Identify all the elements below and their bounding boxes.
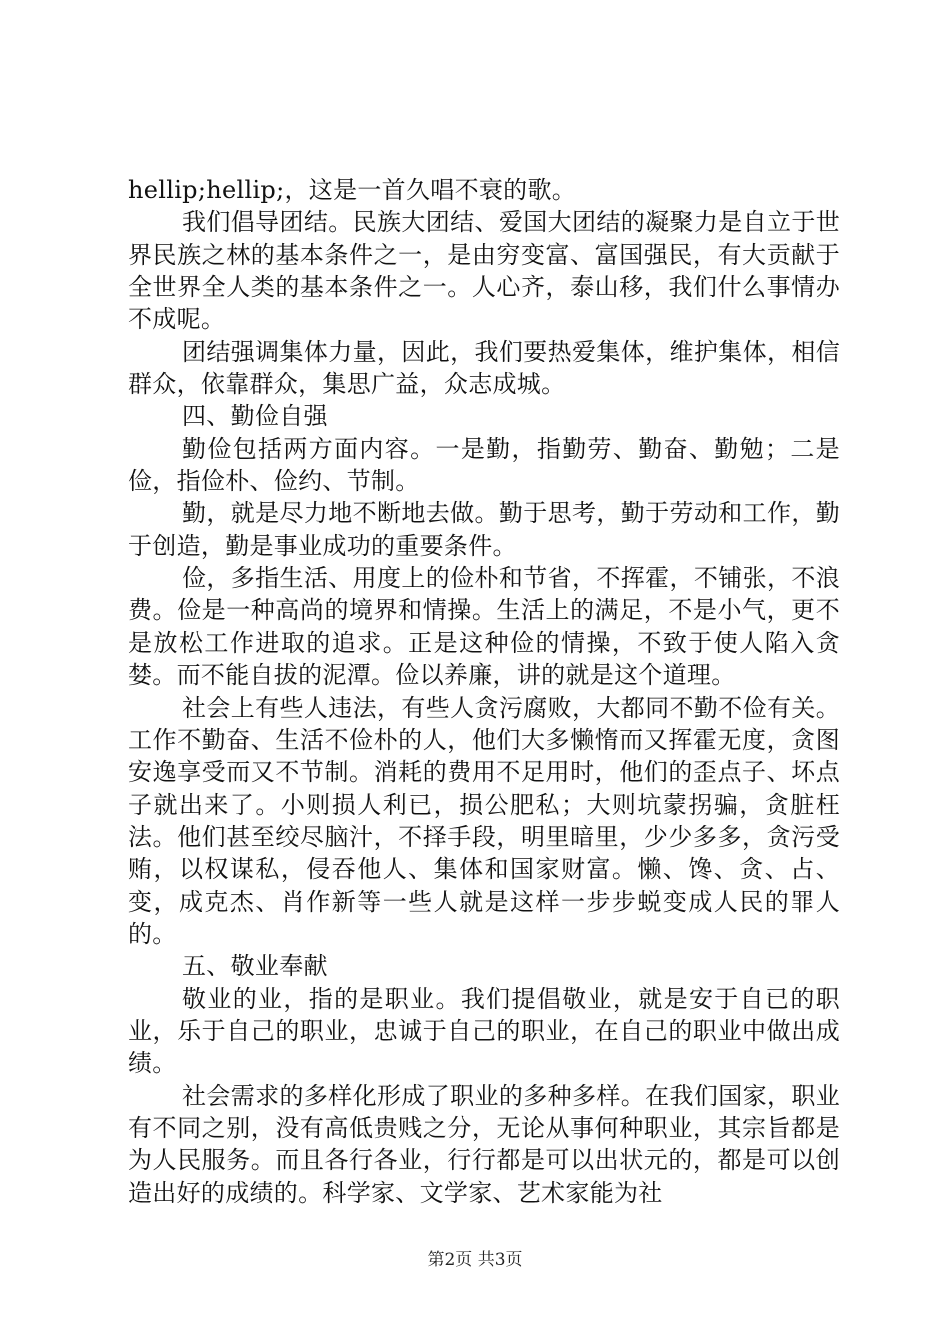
paragraph-frugality-definition: 勤俭包括两方面内容。一是勤，指勤劳、勤奋、勤勉；二是俭，指俭朴、俭约、节制。 bbox=[128, 434, 840, 496]
paragraph-thrift: 俭，多指生活、用度上的俭朴和节省，不挥霍，不铺张，不浪费。俭是一种高尚的境界和情操。生活上的满足，不是小气，更不是放松工作进取的追求。正是这种俭的情操，不致于使人陷入贪婪。而不能自拔的泥潭。俭以养廉，讲的就是这个道理。 bbox=[128, 564, 840, 690]
document-body bbox=[128, 174, 840, 1209]
paragraph-occupations: 社会需求的多样化形成了职业的多种多样。在我们国家，职业有不同之别，没有高低贵贱之分，无论从事何种职业，其宗旨都是为人民服务。而且各行各业，行行都是可以出状元的，都是可以创造出好的成绩的。科学家、文学家、艺术家能为社 bbox=[128, 1081, 840, 1207]
section-heading-5: 五、敬业奉献 bbox=[182, 952, 328, 981]
page-indicator: 第2页 共3页 bbox=[427, 1250, 523, 1270]
paragraph-collective: 团结强调集体力量，因此，我们要热爱集体，维护集体，相信群众，依靠群众，集思广益，众志成城。 bbox=[128, 337, 840, 399]
paragraph-unity: 我们倡导团结。民族大团结、爱国大团结的凝聚力是自立于世界民族之林的基本条件之一，是由穷变富、富国强民，有大贡献于全世界全人类的基本条件之一。人心齐，泰山移，我们什么事情办不成呢。 bbox=[128, 208, 840, 334]
section-heading-4: 四、勤俭自强 bbox=[182, 402, 328, 431]
page-footer bbox=[0, 1245, 950, 1270]
paragraph-corruption: 社会上有些人违法，有些人贪污腐败，大都同不勤不俭有关。工作不勤奋、生活不俭朴的人，他们大多懒惰而又挥霍无度，贪图安逸享受而又不节制。消耗的费用不足用时，他们的歪点子、坏点子就出来了。小则损人利已，损公肥私；大则坑蒙拐骗，贪脏枉法。他们甚至绞尽脑汁，不择手段，明里暗里，少少多多，贪污受贿，以权谋私，侵吞他人、集体和国家财富。懒、馋、贪、占、变，成克杰、肖作新等一些人就是这样一步步蜕变成人民的罪人的。 bbox=[128, 693, 840, 948]
paragraph-diligence: 勤，就是尽力地不断地去做。勤于思考，勤于劳动和工作，勤于创造，勤是事业成功的重要条件。 bbox=[128, 499, 840, 560]
paragraph-dedication: 敬业的业，指的是职业。我们提倡敬业，就是安于自已的职业，乐于自己的职业，忠诚于自己的职业，在自己的职业中做出成绩。 bbox=[128, 984, 840, 1078]
paragraph-continuation: hellip;hellip;，这是一首久唱不衰的歌。 bbox=[128, 176, 577, 204]
